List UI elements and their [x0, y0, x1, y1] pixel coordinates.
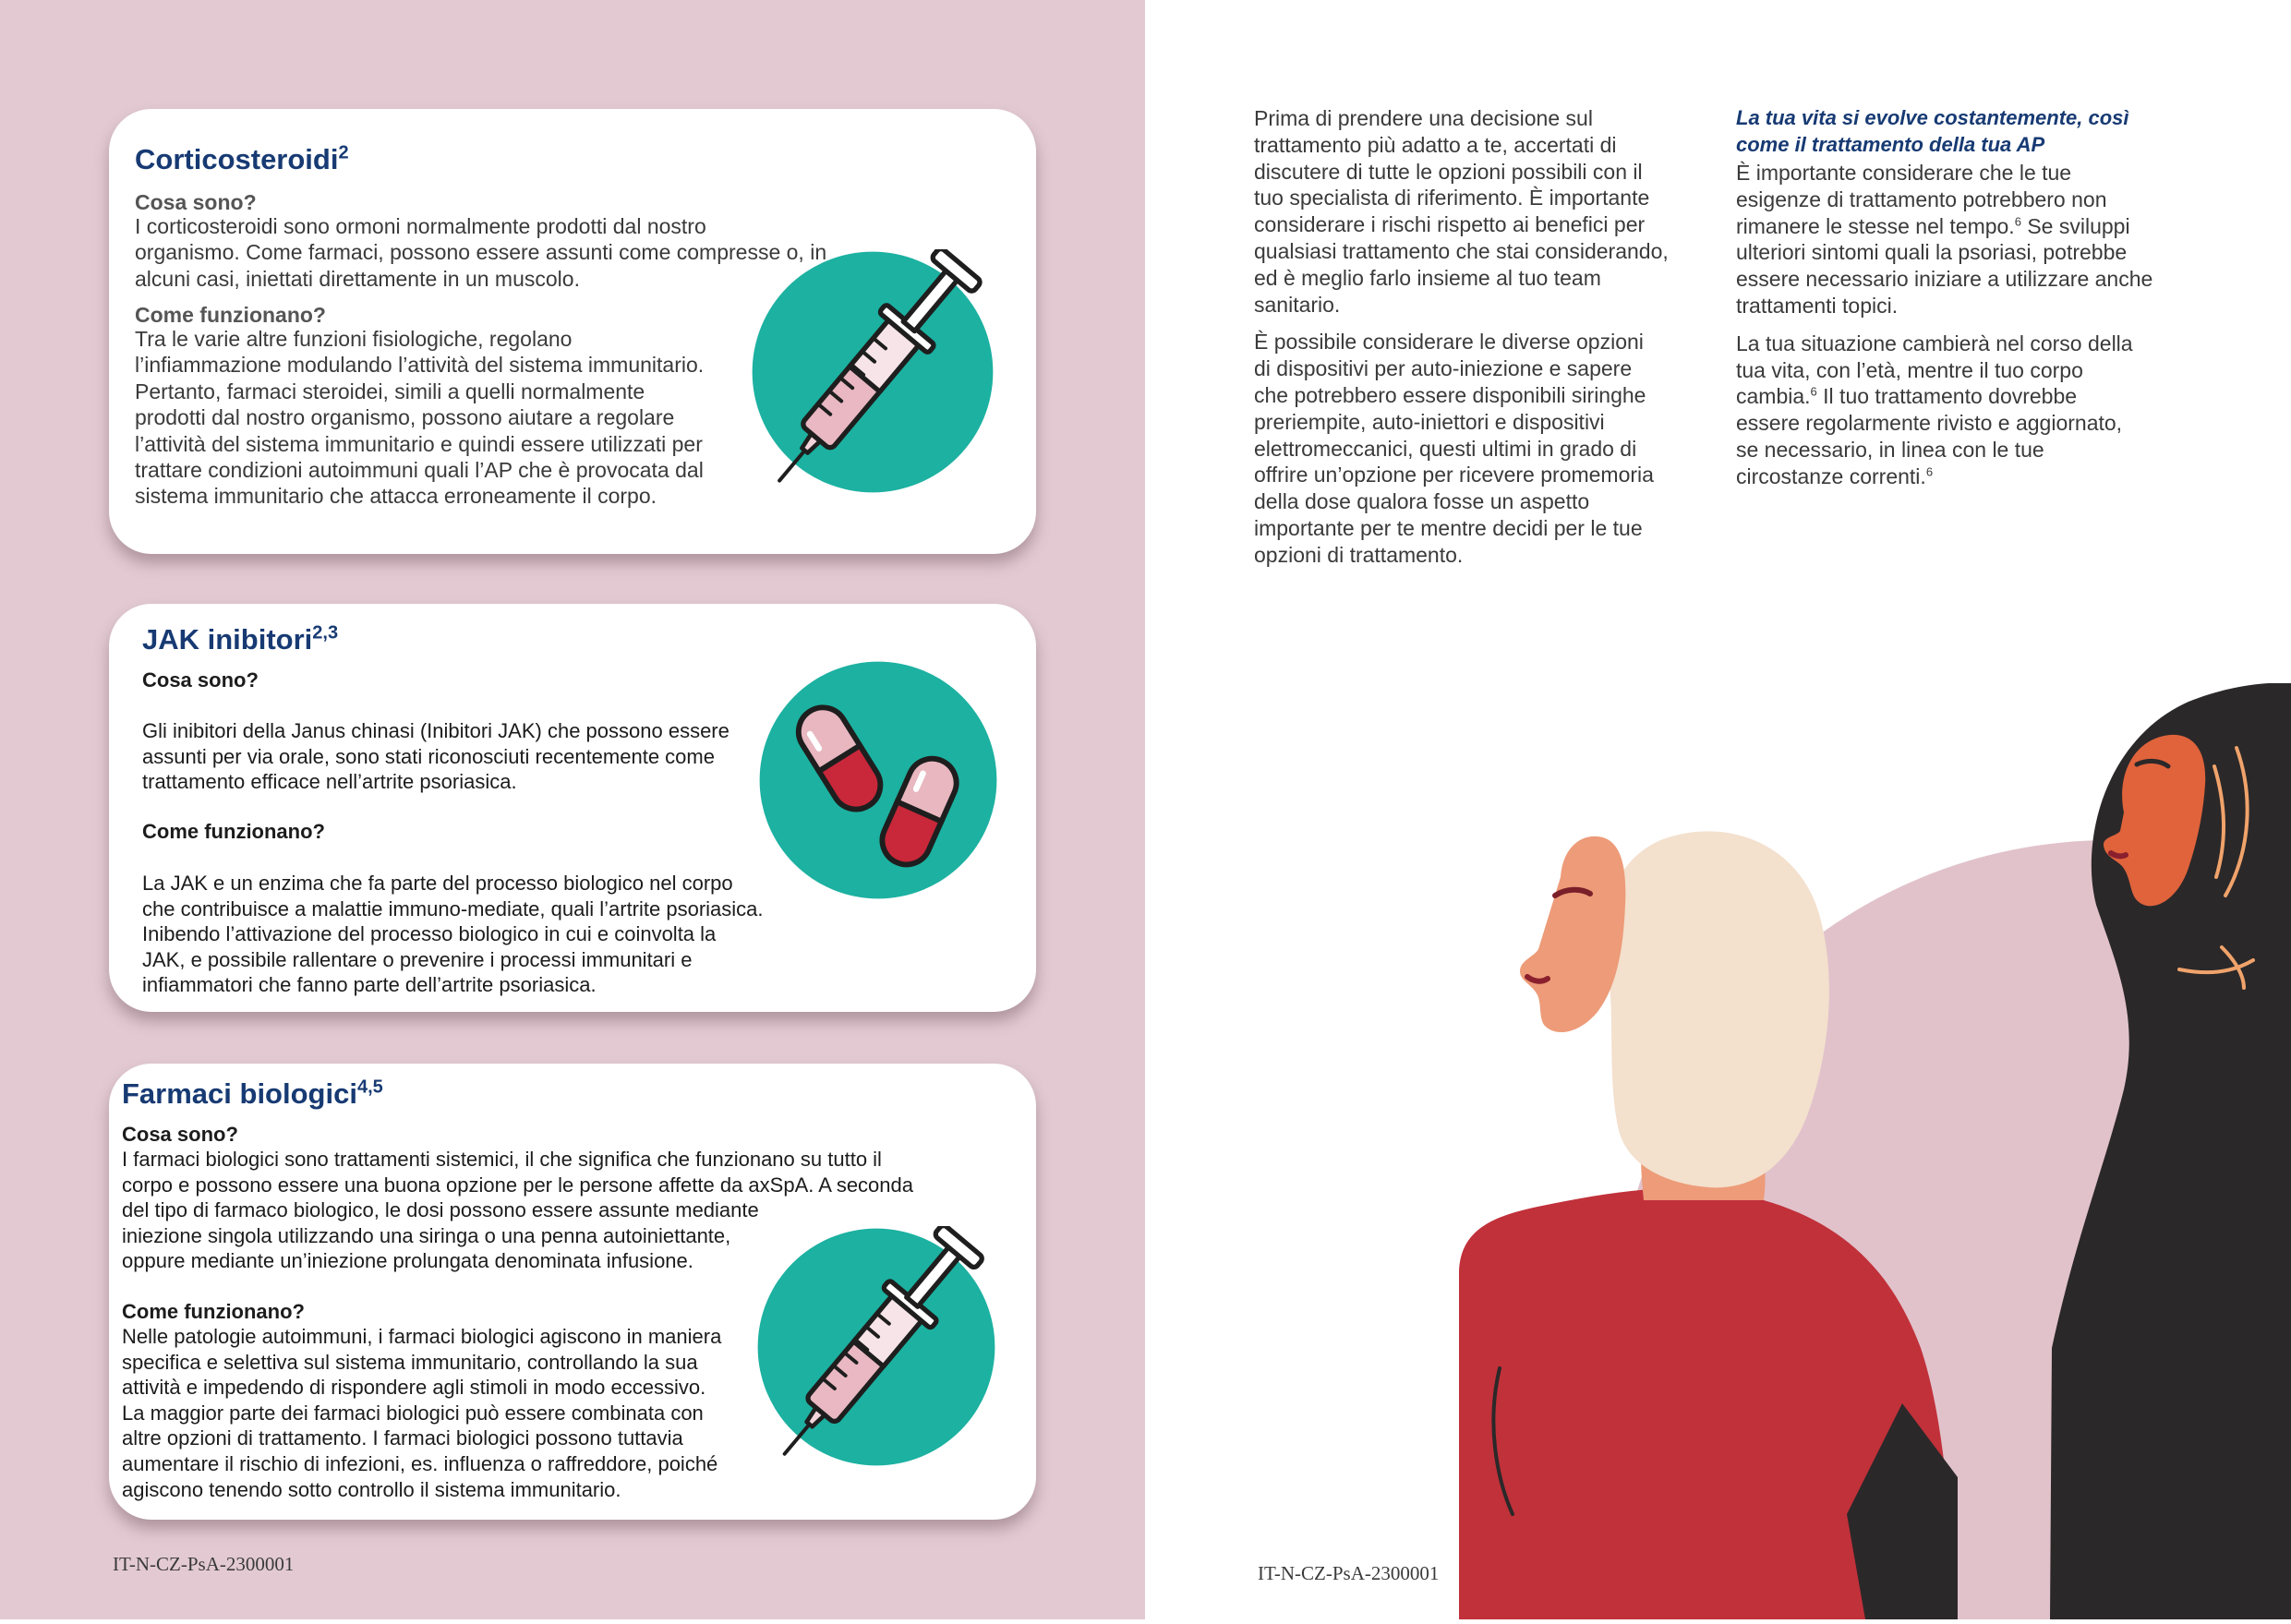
text-line: oppure mediante un’iniezione prolungata denominata infusione.: [122, 1249, 693, 1273]
text-line: discutere di tutte le opzioni possibili con il: [1254, 159, 1643, 184]
reference-marker: 6: [2014, 213, 2021, 228]
card-farmaci-biologici: [109, 1064, 1036, 1520]
text-line: attività e impedendo di rispondere agli stimoli in modo eccessivo.: [122, 1376, 706, 1400]
text-line: [1736, 213, 2176, 240]
text-line: Inibendo l’attivazione del processo biologico in cui e coinvolta la: [142, 922, 717, 946]
text-line: sanitario.: [1254, 292, 1341, 317]
text-line: preriempite, auto-iniettori e dispositivi: [1254, 409, 1605, 434]
question-what: Cosa sono?: [135, 190, 257, 214]
text-fragment: circostanze correnti.: [1736, 463, 1926, 488]
text-fragment: Il tuo trattamento dovrebbe: [1816, 384, 2078, 409]
text-line: della dose qualora fosse un aspetto: [1254, 489, 1590, 514]
paragraph-needs-change: [1736, 160, 2176, 319]
text-line: È possibile considerare le diverse opzioni: [1254, 330, 1644, 355]
answer-how: [142, 871, 764, 998]
text-fragment: rimanere le stesse nel tempo.: [1736, 213, 2015, 238]
title-text: Corticosteroidi: [135, 143, 339, 175]
text-line: tua vita, con l’età, mentre il tuo corpo: [1736, 357, 2083, 382]
text-line: I corticosteroidi sono ormoni normalmente prodotti dal nostro: [135, 214, 706, 238]
text-line: alcuni casi, iniettati direttamente in un muscolo.: [135, 266, 580, 291]
text-fragment: Se sviluppi: [2020, 213, 2130, 238]
card-title: [122, 1078, 383, 1110]
text-line: che contribuisce a malattie immuno-mediate, quali l’artrite psoriasica.: [142, 896, 764, 920]
body-column-2: [1736, 105, 2176, 501]
title-text: JAK inibitori: [142, 623, 313, 656]
answer-how: [122, 1324, 721, 1502]
text-line: offrire un’opzione per ricevere promemoria: [1254, 463, 1654, 487]
text-line: altre opzioni di trattamento. I farmaci biologici possono tuttavia: [122, 1426, 683, 1450]
text-line: Gli inibitori della Janus chinasi (Inibitori JAK) che possono essere: [142, 719, 730, 742]
text-line: opzioni di trattamento.: [1254, 542, 1464, 567]
text-line: come il trattamento della tua AP: [1736, 132, 2045, 156]
text-line: assunti per via orale, sono stati riconosciuti recentemente come: [142, 744, 715, 768]
text-line: trattamenti topici.: [1736, 293, 1899, 318]
text-line: sistema immunitario che attacca erroneamente il corpo.: [135, 484, 657, 509]
text-line: organismo. Come farmaci, possono essere assunti come compresse o, in: [135, 240, 827, 265]
text-line: che potrebbero essere disponibili siringhe: [1254, 382, 1646, 407]
text-line: Pertanto, farmaci steroidei, simili a quelli normalmente: [135, 379, 645, 403]
text-line: se necessario, in linea con le tue: [1736, 437, 2044, 462]
text-line: prodotti dal nostro organismo, possono aiutare a regolare: [135, 405, 675, 430]
text-line: trattamento più adatto a te, accertati di: [1254, 132, 1617, 157]
title-reference: 4,5: [356, 1077, 383, 1098]
text-line: agiscono tenendo sotto controllo il sistema immunitario.: [122, 1477, 621, 1501]
text-line: Prima di prendere una decisione sul: [1254, 106, 1593, 130]
card-corticosteroidi: [109, 109, 1036, 554]
title-reference: 2: [338, 142, 349, 163]
answer-how: [135, 326, 704, 510]
text-line: tuo specialista di riferimento. È importante: [1254, 186, 1650, 211]
reference-marker: 6: [1810, 384, 1817, 399]
answer-what: [135, 213, 826, 292]
text-line: iniezione singola utilizzando una siringa o una penna autoiniettante,: [122, 1223, 731, 1247]
text-line: esigenze di trattamento potrebbero non: [1736, 186, 2107, 211]
text-line: È importante considerare che le tue: [1736, 161, 2072, 185]
question-how: Come funzionano?: [135, 303, 326, 327]
text-line: infiammatori che fanno parte dell’artrite psoriasica.: [142, 973, 597, 997]
text-line: La tua situazione cambierà nel corso della: [1736, 331, 2133, 355]
paragraph-devices: [1254, 329, 1694, 568]
text-line: La JAK e un enzima che fa parte del processo biologico nel corpo: [142, 872, 733, 895]
text-line: Nelle patologie autoimmuni, i farmaci biologici agiscono in maniera: [122, 1325, 722, 1348]
syringe-icon: [750, 249, 995, 495]
card-title: [142, 624, 338, 656]
text-line: l’attività del sistema immunitario e quindi essere utilizzati per: [135, 431, 703, 456]
body-column-1: [1254, 105, 1694, 580]
text-line: essere regolarmente rivisto e aggiornato,: [1736, 411, 2123, 436]
text-line: specifica e selettiva sul sistema immunitario, controllando la sua: [122, 1350, 698, 1374]
text-line: trattare condizioni autoimmuni quali l’AP che è provocata dal: [135, 458, 704, 483]
two-women-profile-illustration: [1459, 683, 2291, 1624]
text-line: qualsiasi trattamento che stai considerando,: [1254, 238, 1669, 263]
question-how: Come funzionano?: [122, 1300, 305, 1323]
section-heading: [1736, 105, 2176, 158]
text-line: ed è meglio farlo insieme al tuo team: [1254, 265, 1601, 290]
text-fragment: cambia.: [1736, 384, 1811, 409]
text-line: del tipo di farmaco biologico, le dosi possono essere assunte mediante: [122, 1198, 759, 1222]
text-line: ulteriori sintomi quali la psoriasi, potrebbe: [1736, 240, 2128, 265]
text-line: I farmaci biologici sono trattamenti sistemici, il che significa che funzionano su tutto il: [122, 1148, 882, 1171]
paragraph-life-changes: [1736, 331, 2176, 490]
text-line: Tra le varie altre funzioni fisiologiche, regolano: [135, 327, 573, 351]
text-line: La tua vita si evolve costantemente, così: [1736, 106, 2129, 129]
text-line: La maggior parte dei farmaci biologici può essere combinata con: [122, 1401, 704, 1425]
paragraph-treatment-decision: [1254, 105, 1694, 318]
answer-what: [142, 718, 730, 795]
question-how: Come funzionano?: [142, 820, 325, 843]
syringe-icon: [755, 1226, 997, 1468]
text-line: di dispositivi per auto-iniezione e sapere: [1254, 356, 1633, 381]
document-code-left: IT-N-CZ-PsA-2300001: [113, 1553, 295, 1575]
card-jak-inibitori: [109, 604, 1036, 1012]
text-line: corpo e possono essere una buona opzione per le persone affette da axSpA. A seconda: [122, 1173, 914, 1197]
text-line: [1736, 383, 2176, 410]
text-line: elettromeccanici, questi ultimi in grado di: [1254, 436, 1637, 461]
text-line: trattamento efficace nell’artrite psoriasica.: [142, 770, 517, 794]
text-line: considerare i rischi rispetto ai benefici per: [1254, 212, 1646, 237]
text-line: [1736, 463, 2176, 490]
question-what: Cosa sono?: [122, 1123, 238, 1146]
text-line: importante per te mentre decidi per le tue: [1254, 515, 1643, 540]
title-text: Farmaci biologici: [122, 1077, 357, 1110]
text-line: aumentare il rischio di infezioni, es. influenza o raffreddore, poiché: [122, 1451, 718, 1475]
text-line: JAK, e possibile rallentare o prevenire i processi immunitari e: [142, 947, 693, 971]
pills-icon: [757, 659, 999, 901]
card-title: [135, 144, 349, 175]
question-what: Cosa sono?: [142, 668, 259, 692]
title-reference: 2,3: [312, 622, 339, 644]
text-line: l’infiammazione modulando l’attività del sistema immunitario.: [135, 353, 705, 378]
text-line: essere necessario iniziare a utilizzare anche: [1736, 267, 2153, 292]
document-code-right: IT-N-CZ-PsA-2300001: [1258, 1562, 1440, 1584]
reference-marker: 6: [1925, 464, 1934, 479]
